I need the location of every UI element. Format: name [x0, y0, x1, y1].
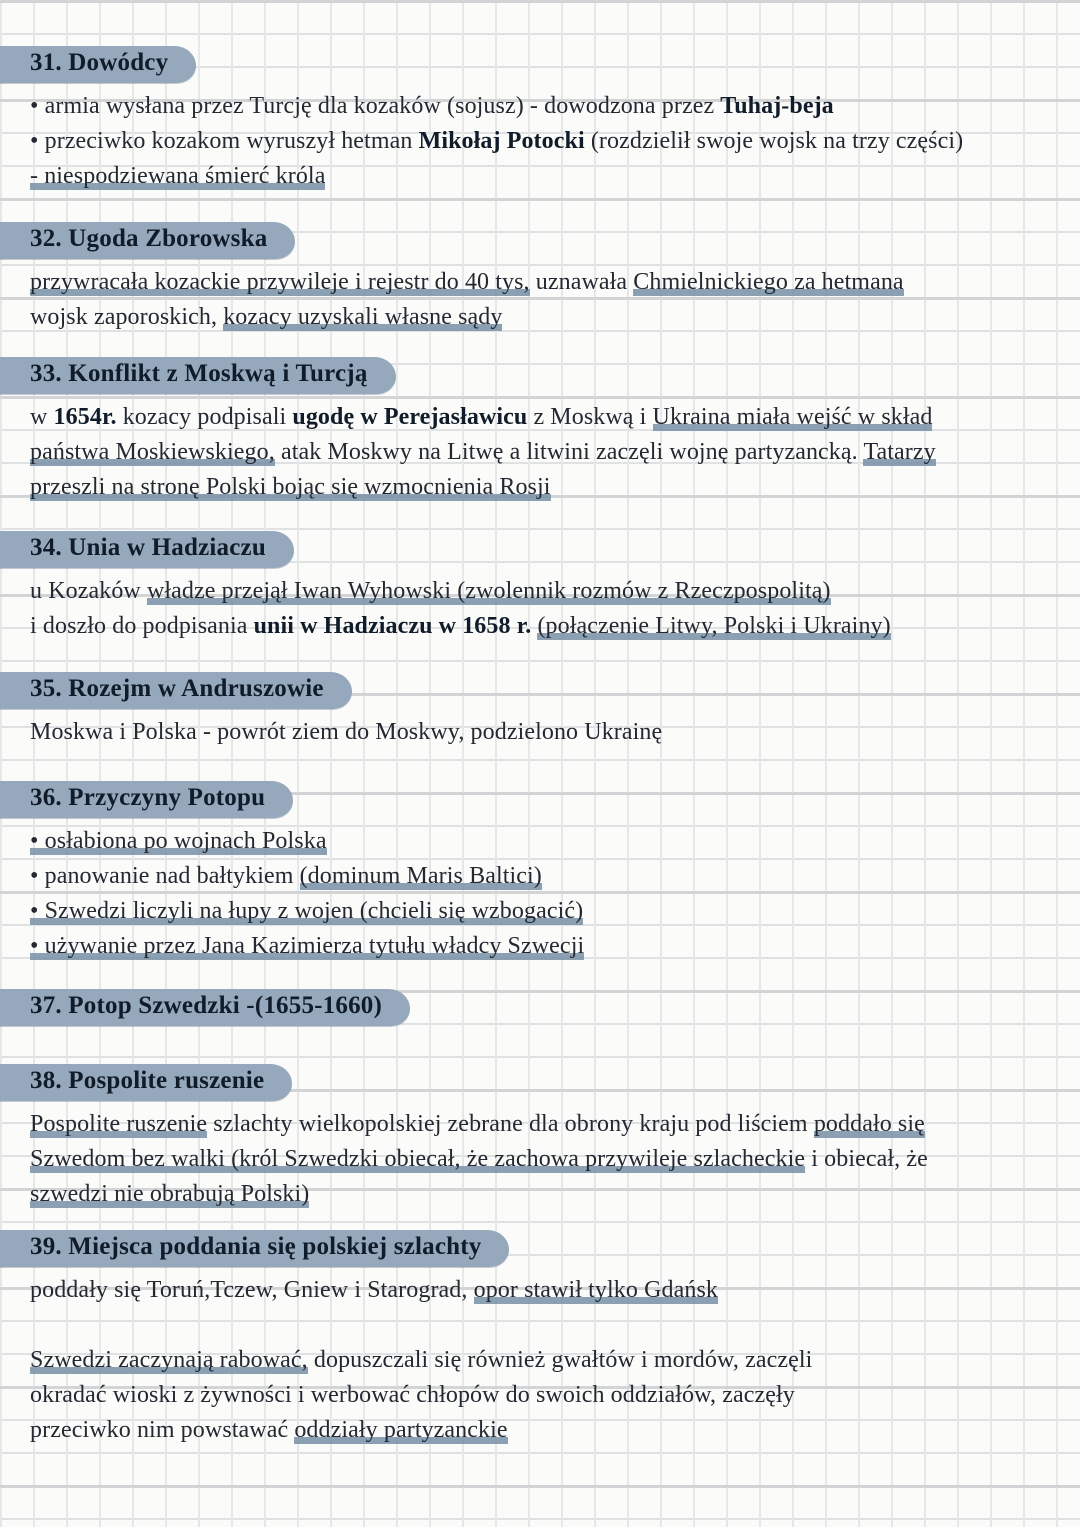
note-line [30, 929, 1080, 964]
section-body [30, 400, 1080, 505]
section-header-pill: 38. Pospolite ruszenie [0, 1064, 292, 1101]
note-line [30, 435, 1080, 470]
note-line [30, 1177, 1080, 1212]
highlighted-text: Pospolite ruszenie [30, 1111, 208, 1137]
text-segment: dopuszczali się również gwałtów i mordów, zaczęli [307, 1347, 813, 1373]
highlighted-text: (dominum Maris Baltici) [299, 863, 542, 889]
highlighted-text: poddało się [813, 1111, 925, 1137]
text-segment: okradać wioski z żywności i werbować chłopów do swoich oddziałów, zaczęły [30, 1382, 795, 1408]
section-header-pill: 34. Unia w Hadziaczu [0, 531, 294, 568]
text-segment: i doszło do podpisania [30, 613, 254, 639]
section-31 [30, 46, 1080, 194]
highlighted-text: przywracała kozackie przywileje i rejestr do 40 tys, [30, 269, 530, 295]
section-body [30, 574, 1080, 644]
bold-text: ugodę w Perejasławicu [292, 404, 528, 430]
section-34 [30, 531, 1080, 644]
text-segment: u Kozaków [30, 578, 147, 604]
highlighted-text: (połączenie Litwy, Polski i Ukrainy) [537, 613, 891, 639]
text-segment: atak Moskwy na Litwę a litwini zaczęli wojnę partyzancką. [274, 439, 864, 465]
text-segment: • armia wysłana przez Turcję dla kozaków (sojusz) - dowodzona przez [30, 93, 721, 119]
section-body [30, 89, 1080, 194]
section-header-pill: 33. Konflikt z Moskwą i Turcją [0, 357, 396, 394]
section-header-pill: 37. Potop Szwedzki -(1655-1660) [0, 989, 410, 1026]
bold-text: Mikołaj Potocki [418, 128, 585, 154]
highlighted-text: szwedzi nie obrabują Polski) [30, 1181, 310, 1207]
note-line [30, 265, 1080, 300]
text-segment: • panowanie nad bałtykiem [30, 863, 300, 889]
text-segment: poddały się Toruń,Tczew, Gniew i Starograd, [30, 1277, 474, 1303]
note-line [30, 400, 1080, 435]
note-line [30, 1142, 1080, 1177]
note-line [30, 894, 1080, 929]
section-header-pill: 36. Przyczyny Potopu [0, 781, 293, 818]
text-segment: uznawała [529, 269, 634, 295]
bold-text: unii w Hadziaczu w 1658 r. [253, 613, 532, 639]
text-segment: przeciwko nim powstawać [30, 1417, 295, 1443]
note-line [30, 824, 1080, 859]
text-segment: z Moskwą i [527, 404, 653, 430]
section-body [30, 265, 1080, 335]
note-line [30, 89, 1080, 124]
section-body [30, 1107, 1080, 1212]
note-line [30, 574, 1080, 609]
section-body [30, 1273, 1080, 1448]
highlighted-text: państwa Moskiewskiego, [30, 439, 275, 465]
note-line [30, 470, 1080, 505]
section-38 [30, 1064, 1080, 1212]
bold-text: Tuhaj-beja [720, 93, 834, 119]
note-line [30, 159, 1080, 194]
highlighted-text: Szwedzi zaczynają rabować, [30, 1347, 308, 1373]
note-line [30, 1107, 1080, 1142]
highlighted-text: kozacy uzyskali własne sądy [223, 304, 503, 330]
text-segment: (rozdzielił swoje wojsk na trzy części) [584, 128, 964, 154]
section-header-pill: 39. Miejsca poddania się polskiej szlachty [0, 1230, 509, 1267]
section-36 [30, 781, 1080, 964]
section-body [30, 715, 1080, 750]
highlighted-text: oddziały partyzanckie [294, 1417, 508, 1443]
text-segment: szlachty wielkopolskiej zebrane dla obrony kraju pod liściem [207, 1111, 814, 1137]
note-line [30, 1413, 1080, 1448]
text-segment: • przeciwko kozakom wyruszył hetman [30, 128, 419, 154]
text-segment: wojsk zaporoskich, [30, 304, 224, 330]
text-segment: i obiecał, że [805, 1146, 928, 1172]
note-line [30, 1273, 1080, 1308]
highlighted-text: • Szwedzi liczyli na łupy z wojen (chcieli się wzbogacić) [30, 898, 584, 924]
highlighted-text: Szwedom bez walki (król Szwedzki obiecał, że zachowa przywileje szlacheckie [30, 1146, 806, 1172]
text-segment: w [30, 404, 54, 430]
highlighted-text: przeszli na stronę Polski bojąc się wzmocnienia Rosji [30, 474, 551, 500]
section-37 [30, 989, 1080, 1026]
note-line [30, 715, 1080, 750]
highlighted-text: Ukraina miała wejść w skład [652, 404, 933, 430]
note-line [30, 1343, 1080, 1378]
note-line [30, 1378, 1080, 1413]
text-segment: Moskwa i Polska - powrót ziem do Moskwy, podzielono Ukrainę [30, 719, 663, 745]
highlighted-text: władze przejął Iwan Wyhowski (zwolennik rozmów z Rzeczpospolitą) [146, 578, 831, 604]
highlighted-text: • używanie przez Jana Kazimierza tytułu władcy Szwecji [30, 933, 585, 959]
highlighted-text: • osłabiona po wojnach Polska [30, 828, 327, 854]
note-line [30, 609, 1080, 644]
note-line [30, 859, 1080, 894]
highlighted-text: Chmielnickiego za hetmana [633, 269, 904, 295]
section-35 [30, 672, 1080, 750]
bold-text: 1654r. [53, 404, 117, 430]
section-header-pill: 35. Rozejm w Andruszowie [0, 672, 352, 709]
highlighted-text: opor stawił tylko Gdańsk [473, 1277, 718, 1303]
section-33 [30, 357, 1080, 505]
section-32 [30, 222, 1080, 335]
section-39 [30, 1230, 1080, 1448]
section-body [30, 824, 1080, 964]
note-line [30, 124, 1080, 159]
section-header-pill: 31. Dowódcy [0, 46, 196, 83]
section-header-pill: 32. Ugoda Zborowska [0, 222, 295, 259]
note-line [30, 300, 1080, 335]
highlighted-text: - niespodziewana śmierć króla [30, 163, 326, 189]
text-segment: kozacy podpisali [116, 404, 293, 430]
highlighted-text: Tatarzy [863, 439, 936, 465]
blank-line [30, 1308, 1080, 1343]
